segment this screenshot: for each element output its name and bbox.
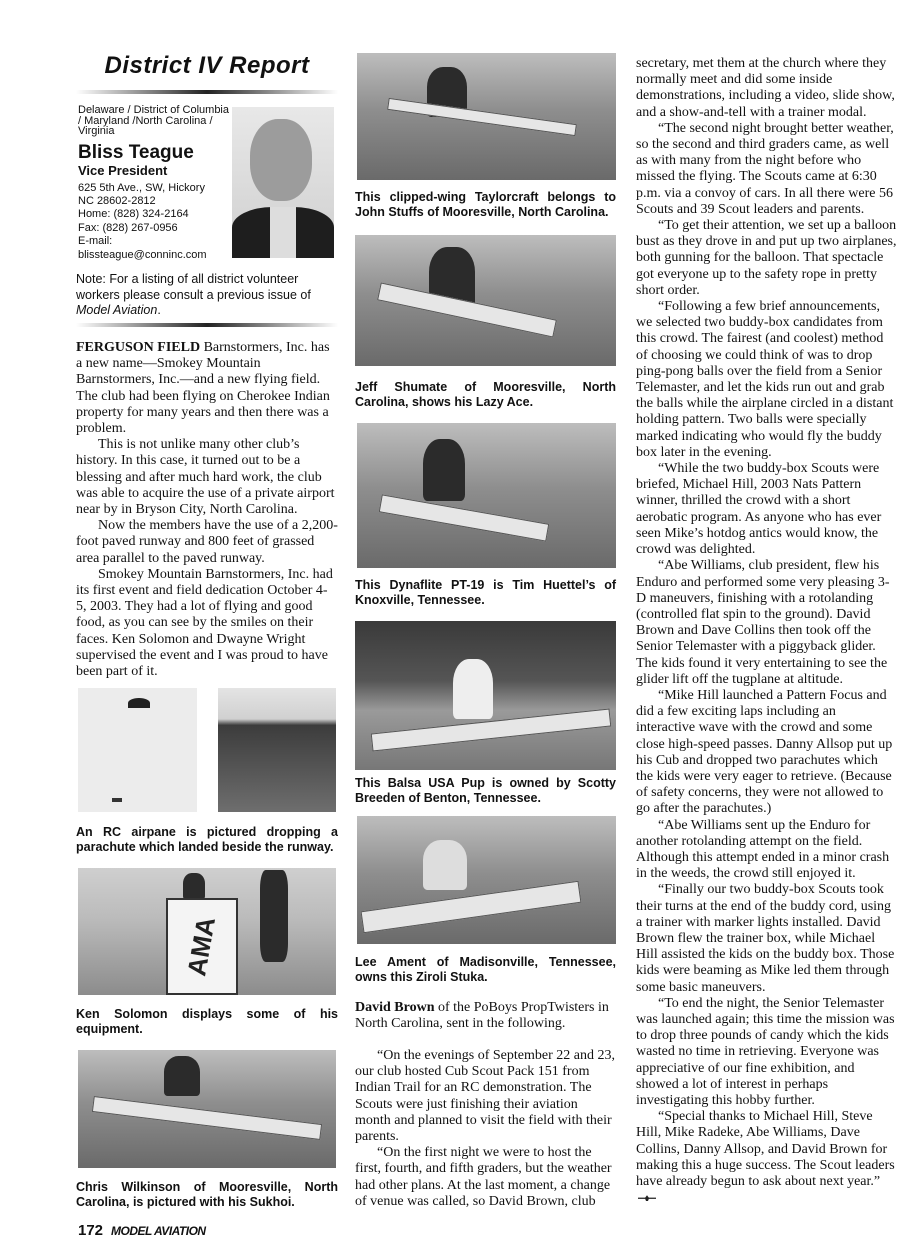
middle-article-intro — [355, 1000, 616, 1032]
paragraph-text: “Special thanks to Michael Hill, Steve Hill, Mike Radeke, Abe Williams, Dave Collins, Danny Allsop, and David Brown for making this a huge success. The Scout leaders have already begun to ask about next year.” — [636, 1109, 895, 1190]
district-note — [76, 272, 338, 319]
note-publication: Model Aviation — [76, 303, 158, 317]
photo-caption: Jeff Shumate of Mooresville, North Carolina, shows his Lazy Ace. — [355, 380, 616, 409]
note-divider — [76, 323, 338, 327]
page-number: 172 — [78, 1222, 104, 1239]
publication-logo: MODEL AVIATION — [111, 1224, 206, 1238]
photo-caption: This clipped-wing Taylorcraft belongs to John Stuffs of Mooresville, North Carolina. — [355, 190, 616, 219]
page-footer — [78, 1222, 206, 1240]
bio-email-label: E-mail: — [78, 235, 113, 248]
paragraph: Now the members have the use of a 2,200-foot paved runway and 800 feet of grassed area parallel to the paved runway. — [76, 518, 338, 566]
paragraph-text: Barnstormers, Inc. has a new name—Smokey Mountain Barnstormers, Inc.—and a new flying field. The club had been flying on Cherokee Indian property for many years and then there was a problem. — [76, 340, 330, 437]
paragraph: Smokey Mountain Barnstormers, Inc. had its first event and field dedication October 4-5, 2003. They had a lot of flying and good food, as you can see by the smiles on their faces. Ken Solomon and Dwayne Wright supervised the event and I was proud to have been part of it. — [76, 566, 333, 680]
paragraph: “On the first night we were to host the first, fourth, and fifth graders, but the weather had other plans. At the last moment, a change of venue was called, so David Brown, club — [355, 1145, 612, 1209]
parachute-photo — [78, 688, 197, 812]
photo-caption: Chris Wilkinson of Mooresville, North Carolina, is pictured with his Sukhoi. — [76, 1180, 338, 1209]
paragraph: “Abe Williams sent up the Enduro for another rotolanding attempt on the field. Although this attempt ended in a minor crash in the weeds, the crowd still enjoyed it. — [636, 817, 890, 882]
paragraph: secretary, met them at the church where they normally meet and did some inside demonstrations, including a video, slide show, and a show-and-tell with a trainer modal. — [636, 56, 895, 120]
column-title: District IV Report — [104, 52, 310, 79]
photo-caption: Ken Solomon displays some of his equipment. — [76, 1007, 338, 1036]
paragraph — [636, 1109, 898, 1206]
stuka-photo — [357, 816, 616, 944]
paragraph: “To get their attention, we set up a balloon bust as they drove in and put up two airplanes, both gunning for the balloon. That spectacle got everyone up to the safety rope in pretty short order. — [636, 218, 897, 298]
bio-home-phone: Home: (828) 324-2164 — [78, 208, 189, 221]
paragraph: “The second night brought better weather, so the second and third graders came, as well as with many from the night before who missed the flying. The Scouts came at 6:30 p.m. via a convoy of cars. In all there were 56 Scouts and 39 Scout leaders and parents. — [636, 120, 894, 217]
banner-text: AMA — [181, 914, 222, 979]
tree-line-photo — [218, 688, 336, 812]
photo-caption: An RC airpane is pictured dropping a parachute which landed beside the runway. — [76, 825, 338, 854]
portrait-photo — [232, 107, 334, 258]
pt19-photo — [357, 423, 616, 568]
taylorcraft-photo — [357, 53, 616, 180]
paragraph — [76, 340, 338, 437]
end-mark-icon — [638, 1195, 656, 1201]
ama-banner-photo — [78, 868, 336, 995]
left-article-body — [76, 340, 338, 680]
paragraph: This is not unlike many other club’s history. In this case, it turned out to be a blessing and after much hard work, the club was able to acquire the use of a private airport near by in Bryson City, North Carolina. — [76, 437, 335, 518]
paragraph: “Abe Williams, club president, flew his Enduro and performed some very pleasing 3-D maneuvers, finishing with a rotolanding (controlled flat spin to the ground). David Brown and Dave Collins then took off the Senior Telemaster with a piggyback glider. The kids found it very entertaining to see the glider lift off the tugplane at altitude. — [636, 558, 890, 687]
paragraph: “Following a few brief announcements, we selected two buddy-box candidates from this crowd. The fairest (and coolest) method of choosing we could think of was to drop ping-pong balls over the field from a Senior Telemaster, and let the kids run out and grab the balls while the airplane circled in a distant holding pattern. Two balls were specially marked indicating who would fly the buddy box later in the evening. — [636, 299, 894, 460]
bio-role: Vice President — [78, 162, 168, 178]
middle-article-body — [355, 1048, 616, 1210]
paragraph: “While the two buddy-box Scouts were briefed, Michael Hill, 2003 Nats Pattern winner, thrilled the crowd with a short aerobatic program. As anyone who has ever seen Mike’s hotdog antics would know, the crowd was delighted. — [636, 461, 882, 558]
pup-photo — [355, 621, 616, 770]
bio-name: Bliss Teague — [78, 141, 194, 163]
bio-address-line2: NC 28602-2812 — [78, 194, 156, 207]
paragraph: “Finally our two buddy-box Scouts took their turns at the end of the buddy cord, using a trainer with marker lights installed. David Brown flew the trainer box, while Michael Hill assisted the kids on the buddy box. Those kids were beaming as Mike led them through some basic maneuvers. — [636, 882, 895, 995]
paragraph-text: of the PoBoys PropTwisters in North Carolina, sent in the following. — [355, 1000, 609, 1032]
photo-caption: Lee Ament of Madisonville, Tennessee, owns this Ziroli Stuka. — [355, 955, 616, 984]
right-article-body — [636, 56, 898, 1206]
section-lead: David Brown — [355, 1000, 435, 1015]
note-text: Note: For a listing of all district volunteer workers please consult a previous issue of — [76, 272, 311, 302]
bio-address-line1: 625 5th Ave., SW, Hickory — [78, 181, 205, 194]
bio-block — [78, 105, 233, 262]
bio-fax: Fax: (828) 267-0956 — [78, 221, 178, 234]
note-suffix: . — [157, 303, 161, 317]
paragraph: “Mike Hill launched a Pattern Focus and did a few exciting laps including an interactive wave with the crowd and some close high-speed passes. Danny Allsop put up his Cub and dropped two parachutes which the kids were very eager to retrieve. (Because of safety concerns, they were not allowed to go after the parachutes.) — [636, 687, 893, 817]
paragraph — [355, 1000, 616, 1032]
bio-email[interactable]: blissteague@conninc.com — [78, 248, 207, 261]
photo-caption: This Dynaflite PT-19 is Tim Huettel’s of Knoxville, Tennessee. — [355, 578, 616, 607]
bio-region: Delaware / District of Columbia / Maryland /North Carolina / Virginia — [78, 104, 229, 137]
photo-caption: This Balsa USA Pup is owned by Scotty Breeden of Benton, Tennessee. — [355, 776, 616, 805]
section-lead: FERGUSON FIELD — [76, 340, 201, 355]
paragraph: “To end the night, the Senior Telemaster was launched again; this time the mission was to drop three pounds of candy which the kids wasted no time in retrieving. Everyone was appreciative of our fine exhibition, and showed a lot of interest in perhaps investigating this hobby further. — [636, 995, 895, 1108]
lazy-ace-photo — [355, 235, 616, 366]
title-divider — [76, 90, 338, 94]
paragraph: “On the evenings of September 22 and 23, our club hosted Cub Scout Pack 151 from Indian Trail for an RC demonstration. The Scouts were just finishing their aviation month and planned to visit the field with their parents. — [355, 1048, 615, 1145]
sukhoi-photo — [78, 1050, 336, 1168]
